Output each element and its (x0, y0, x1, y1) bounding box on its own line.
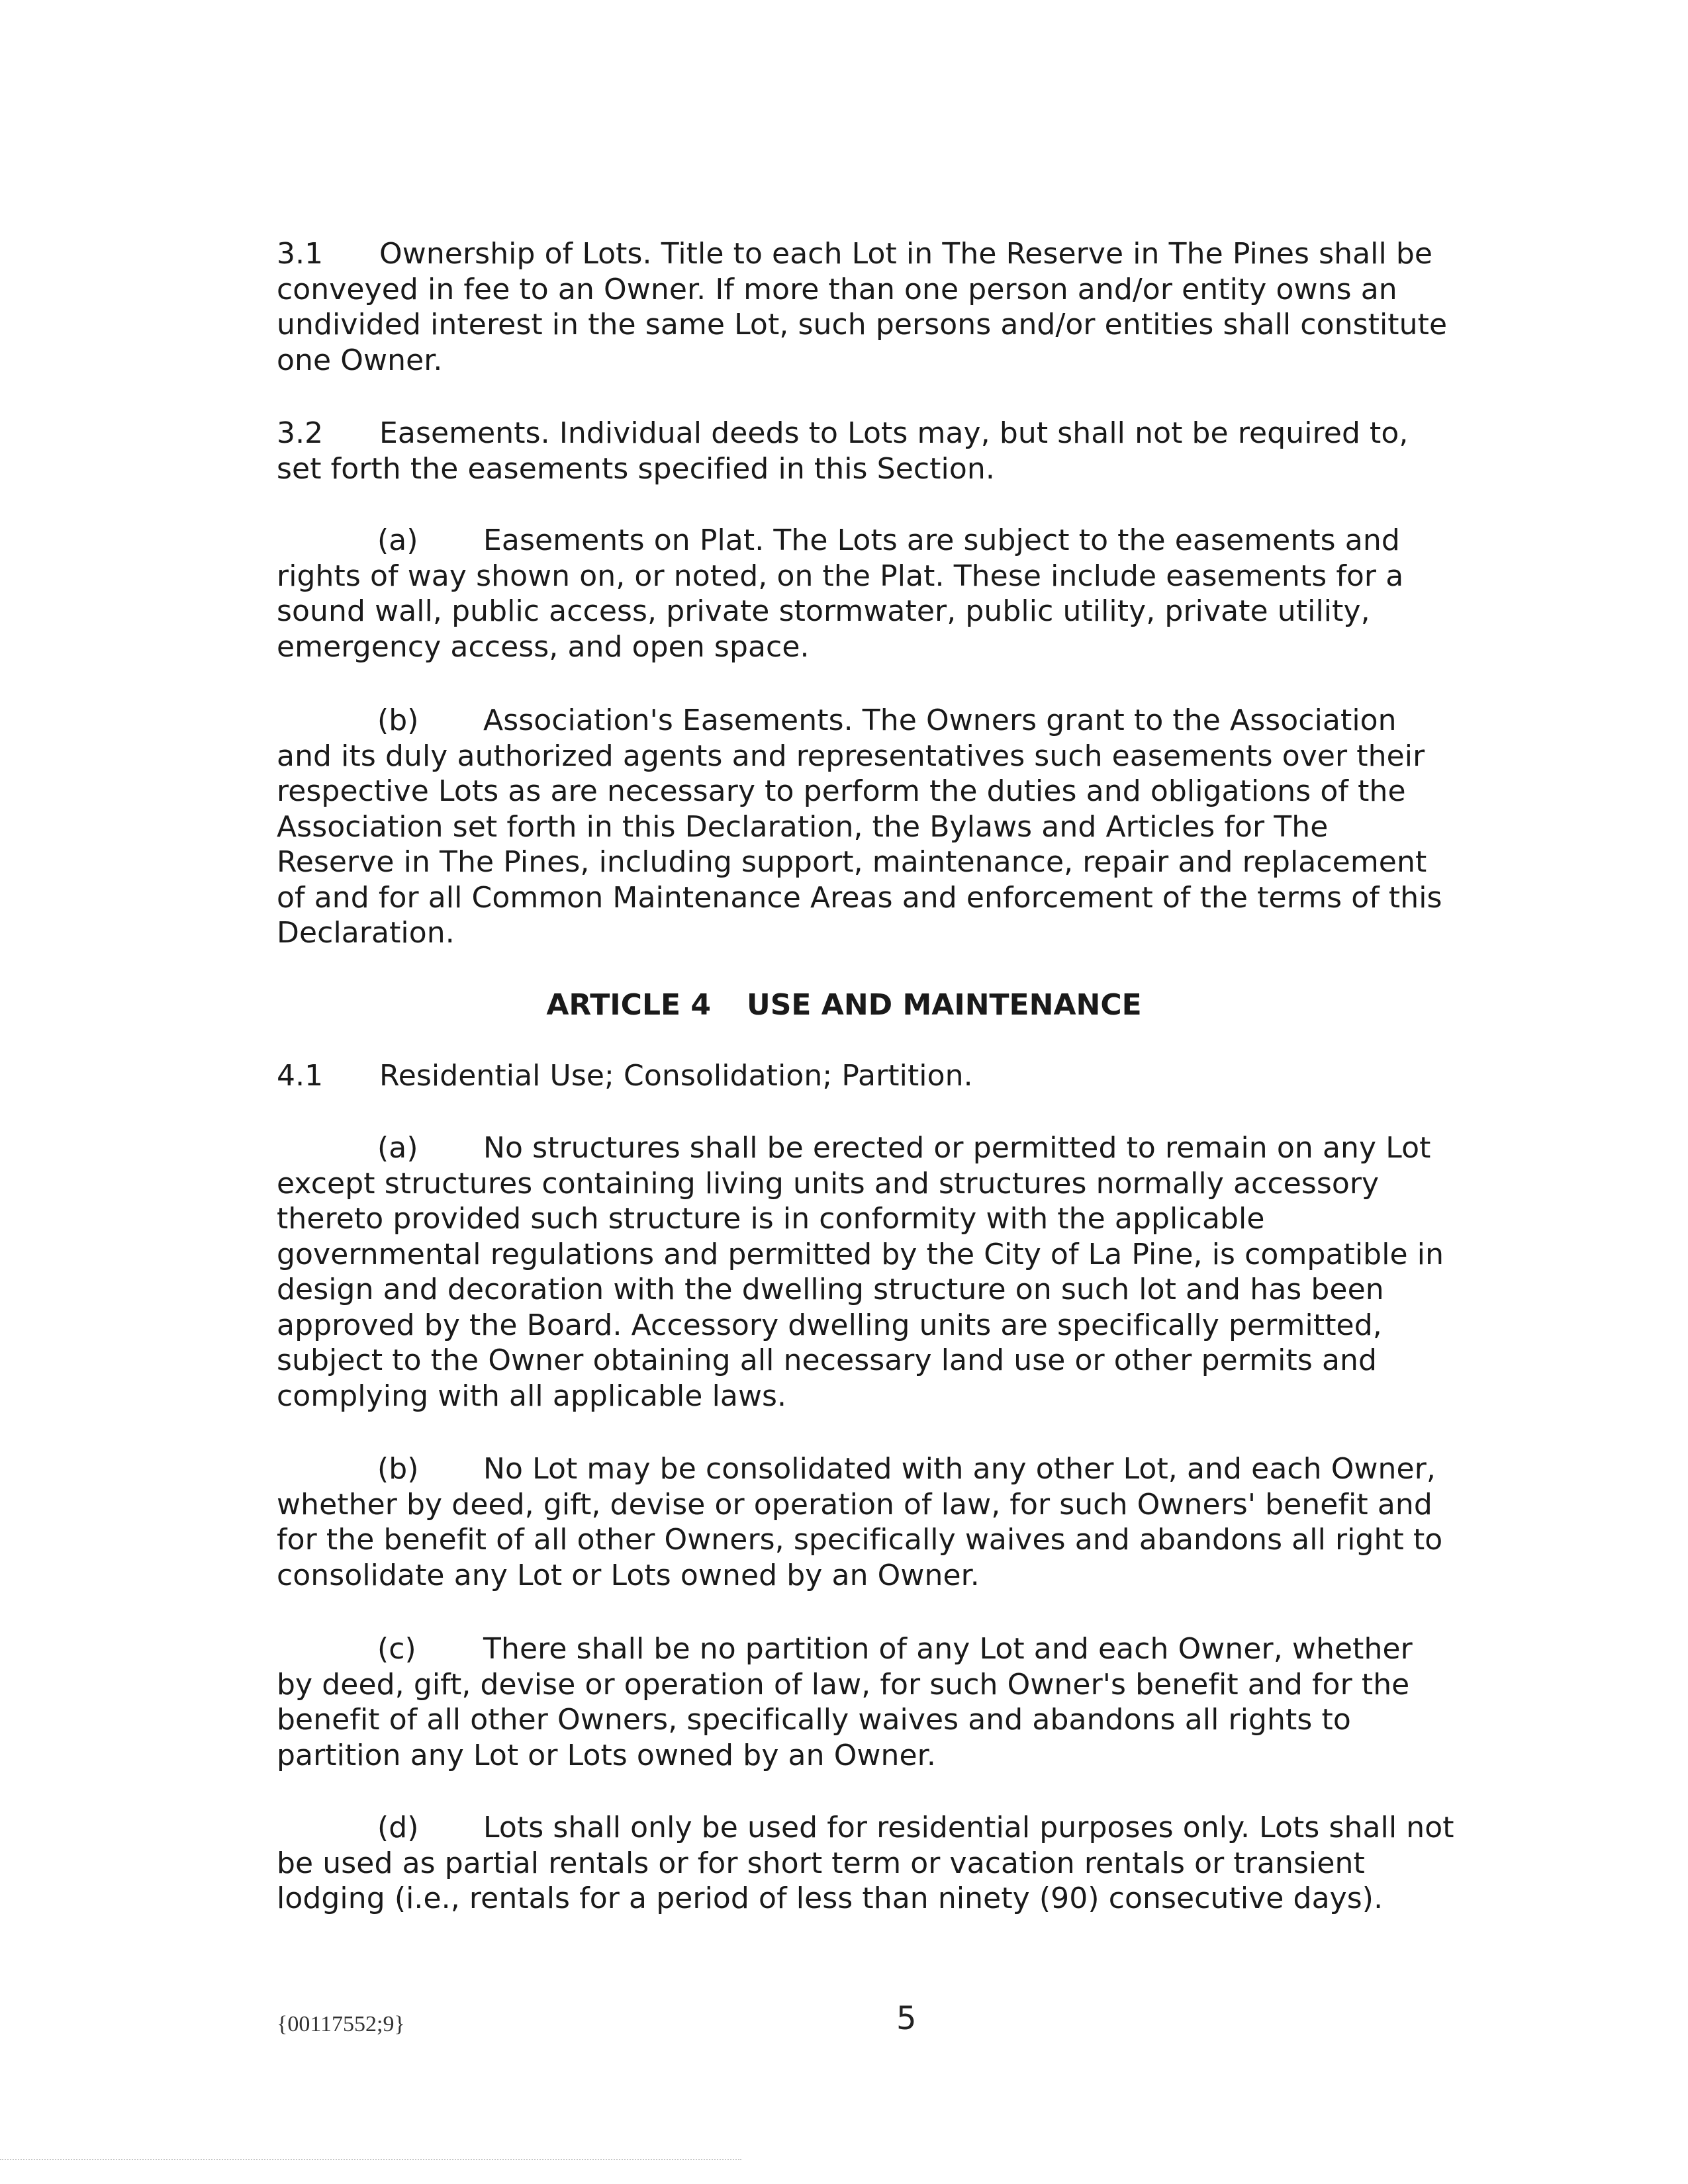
section-3-2 (277, 416, 1455, 486)
section-3-1 (277, 236, 1455, 378)
subsection-label: (a) (377, 523, 418, 557)
article-title: USE AND MAINTENANCE (747, 988, 1142, 1022)
section-number: 3.2 (277, 416, 324, 450)
subsection-text: No Lot may be consolidated with any other Lot, and each Owner, whether by deed, gift, devise or operation of law, for such Owners' benefit and for the benefit of all other Owners, specifically waives and abandons all right to consolidate any Lot or Lots owned by an Owner. (277, 1452, 1443, 1592)
subsection-4-1-c (277, 1631, 1455, 1773)
article-number: ARTICLE 4 (546, 988, 711, 1022)
section-number: 4.1 (277, 1059, 324, 1093)
subsection-text: Association's Easements. The Owners grant to the Association and its duly authorized agents and representatives such easements over their respective Lots as are necessary to perform the duties and obligations of the Association set forth in this Declaration, the Bylaws and Articles for The Reserve in The Pines, including support, maintenance, repair and replacement of and for all Common Maintenance Areas and enforcement of the terms of this Declaration. (277, 704, 1442, 950)
subsection-3-2-a (277, 523, 1455, 664)
subsection-4-1-d (277, 1810, 1455, 1917)
section-number: 3.1 (277, 237, 324, 271)
subsection-text: Easements on Plat. The Lots are subject to the easements and rights of way shown on, or noted, on the Plat. These include easements for a sound wall, public access, private stormwater, public utility, private utility, emergency access, and open space. (277, 523, 1404, 664)
subsection-3-2-b (277, 703, 1455, 951)
document-id: {00117552;9} (277, 2012, 405, 2036)
subsection-4-1-a (277, 1130, 1455, 1414)
section-text: Easements. Individual deeds to Lots may, but shall not be required to, set forth the easements specified in this Section. (277, 416, 1409, 486)
article-heading (0, 987, 1688, 1023)
subsection-label: (a) (377, 1131, 418, 1165)
subsection-4-1-b (277, 1451, 1455, 1593)
section-4-1 (277, 1058, 1455, 1094)
page-number: 5 (896, 2000, 917, 2037)
subsection-label: (d) (377, 1811, 419, 1844)
section-text: Ownership of Lots. Title to each Lot in The Reserve in The Pines shall be conveyed in fee to an Owner. If more than one person and/or entity owns an undivided interest in the same Lot, such persons and/or entities shall constitute one Owner. (277, 237, 1448, 377)
scan-artifact-line (0, 2159, 741, 2160)
subsection-text: There shall be no partition of any Lot and each Owner, whether by deed, gift, devise or operation of law, for such Owner's benefit and for the benefit of all other Owners, specifically waives and abandons all rights to partition any Lot or Lots owned by an Owner. (277, 1632, 1413, 1772)
subsection-label: (b) (377, 704, 419, 737)
subsection-text: No structures shall be erected or permitted to remain on any Lot except structures containing living units and structures normally accessory thereto provided such structure is in conformity with the applicable governmental regulations and permitted by the City of La Pine, is compatible in design and decoration with the dwelling structure on such lot and has been approved by the Board. Accessory dwelling units are specifically permitted, subject to the Owner obtaining all necessary land use or other permits and complying with all applicable laws. (277, 1131, 1444, 1413)
section-text: Residential Use; Consolidation; Partition. (379, 1059, 973, 1093)
subsection-text: Lots shall only be used for residential purposes only. Lots shall not be used as partial rentals or for short term or vacation rentals or transient lodging (i.e., rentals for a period of less than ninety (90) consecutive days). (277, 1811, 1454, 1915)
subsection-label: (c) (377, 1632, 416, 1666)
subsection-label: (b) (377, 1452, 419, 1486)
